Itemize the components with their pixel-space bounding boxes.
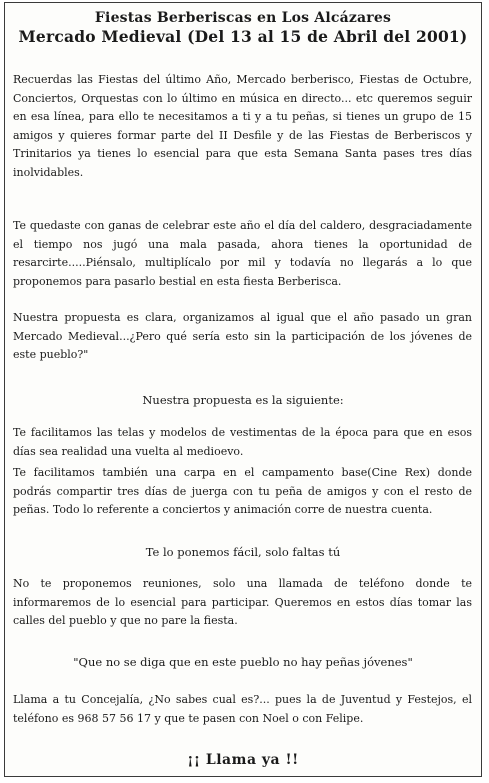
document-subtitle: Mercado Medieval (Del 13 al 15 de Abril del 2001) [18,27,468,46]
paragraph-tent: Te facilitamos también una carpa en el campamento base(Cine Rex) donde podrás compartir tres días de juerga con tu peña de amigos y con el resto de peñas. Todo lo referente a conciertos y animación corre de nuestra cuenta. [13,466,472,516]
heading-proposal: Nuestra propuesta es la siguiente: [142,393,344,407]
paragraph-contact: Llama a tu Concejalía, ¿No sabes cual es?... pues la de Juventud y Festejos, el teléfono es 968 57 56 17 y que te pasen con Noel o con Felipe. [13,693,472,725]
paragraph-caldero: Te quedaste con ganas de celebrar este año el día del caldero, desgraciadamente el tiempo nos jugó una mala pasada, ahora tienes la oportunidad de resarcirte.....Piénsalo, multiplícalo por mil y todavía no llegarás a lo que proponemos para pasarlo bestial en esta fiesta Berberisca. [13,219,472,288]
paragraph-no-meetings: No te proponemos reuniones, solo una llamada de teléfono donde te informaremos de lo esencial para participar. Queremos en estos días tomar las calles del pueblo y que no pare la fiesta. [13,577,472,627]
paragraph-costumes: Te facilitamos las telas y modelos de vestimentas de la época para que en esos días sea realidad una vuelta al medioevo. [13,426,472,458]
closing-call: ¡¡ Llama ya !! [187,752,299,768]
paragraph-proposal-intro: Nuestra propuesta es clara, organizamos al igual que el año pasado un gran Mercado Medieval...¿Pero qué sería esto sin la participación de los jóvenes de este pueblo?" [13,311,472,361]
document-title: Fiestas Berberiscas en Los Alcázares [94,10,392,26]
quote-text: "Que no se diga que en este pueblo no hay peñas jóvenes" [73,655,413,669]
heading-easy: Te lo ponemos fácil, solo faltas tú [145,545,341,559]
document-page [4,2,482,777]
paragraph-intro: Recuerdas las Fiestas del último Año, Mercado berberisco, Fiestas de Octubre, Conciertos, Orquestas con lo último en música en directo... etc queremos seguir en esa línea, para ello te necesitamos a ti y a tu peñas, si tienes un grupo de 15 amigos y quieres formar parte del II Desfile y de las Fiestas de Berberiscos y Trinitarios ya tienes lo esencial para que esta Semana Santa pases tres días inolvidables. [13,73,472,179]
